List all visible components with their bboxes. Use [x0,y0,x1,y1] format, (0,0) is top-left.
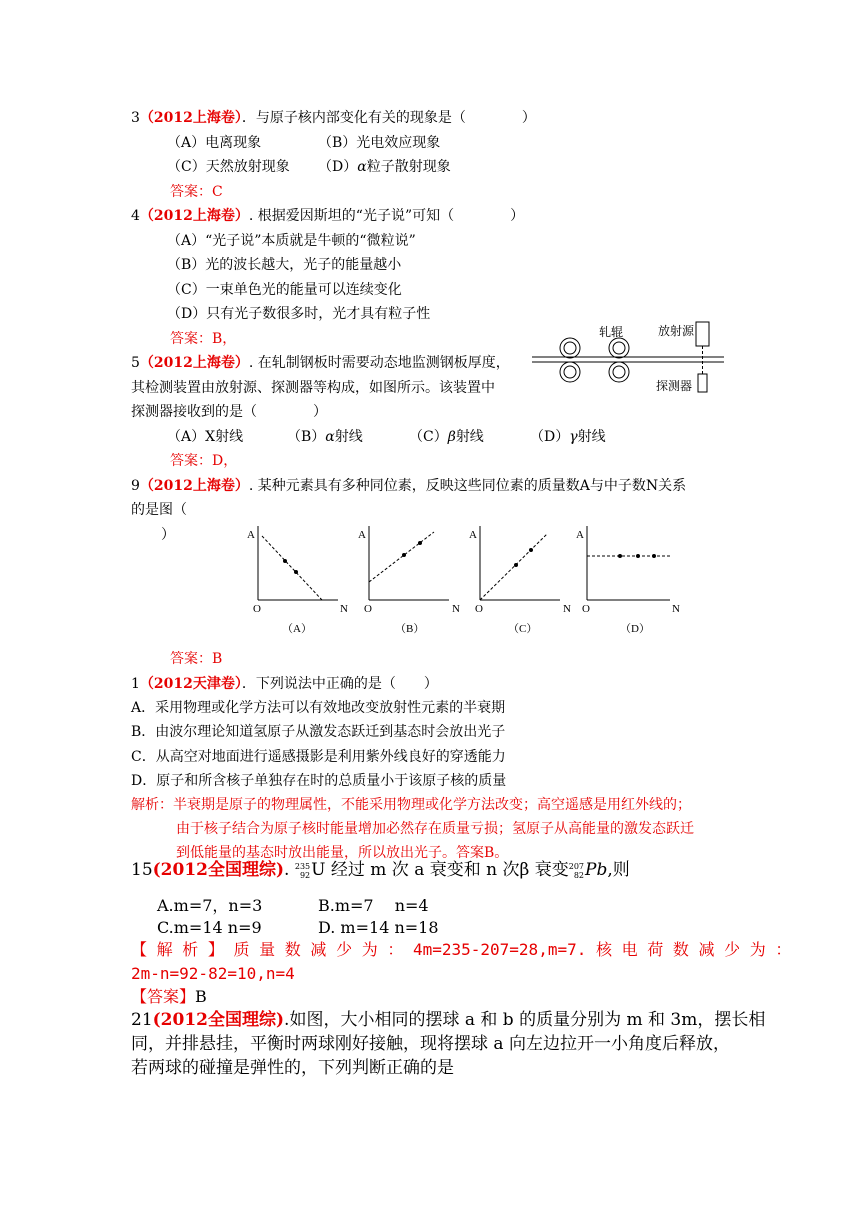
q15-analysis-2: 2m-n=92-82=10,n=4 [131,964,295,983]
q3-answer: 答案：C [170,184,223,200]
graph-a-line [262,536,322,600]
q1-analysis-1: 解析：半衰期是原子的物理属性，不能采用物理或化学方法改变；高空遥感是用红外线的； [131,797,691,813]
q1-option-b: B．由波尔理论知道氢原子从激发态跃迁到基态时会放出光子 [131,724,506,740]
radiation-source-box [696,322,709,346]
q9-answer: 答案：B [170,651,223,667]
q3-source: （2012上海卷） [139,110,242,126]
q21-source: (2012全国理综) [152,1010,285,1030]
q5-source: （2012上海卷） [139,355,249,371]
q3-option-b: （B）光电效应现象 [318,135,441,151]
q5-option-b-text: 射线 [334,429,363,445]
graph-d-caption: （D） [620,623,650,635]
svg-text:O: O [364,603,372,615]
detector-label: 探测器 [656,379,693,393]
svg-text:A: A [469,529,477,541]
q15-answer-tag: 【答案】 [131,987,196,1006]
q9-stem-1: . 某种元素具有多种同位素，反映这些同位素的质量数A与中子数N关系 [248,478,687,494]
svg-text:N: N [452,603,460,615]
q1-analysis-2: 由于核子结合为原子核时能量增加必然存在质量亏损；氢原子从高能量的激发态跃迁 [176,821,694,837]
q5-option-b-symbol: α [325,429,335,445]
graph-b [358,526,460,635]
q15-answer-value: B [195,987,207,1006]
q5-stem-line3: 探测器接收到的是（ ） [131,404,327,420]
graph-b-line [369,532,434,582]
uranium-symbol: U [311,860,326,880]
q9-stem-line3: ） [161,527,175,543]
q4-option-c: （C）一束单色光的能量可以连续变化 [167,282,402,298]
q15-option-d: D. m=14 n=18 [318,918,439,937]
q4-option-d: （D）只有光子数很多时，光才具有粒子性 [167,306,431,322]
q5-option-c-text: 射线 [455,429,484,445]
q5-number: 5 [131,355,140,371]
roller-icon [609,338,629,358]
q21-stem-1: .如图，大小相同的摆球 a 和 b 的质量分别为 m 和 3m，摆长相 [284,1010,766,1030]
q15-option-a: A.m=7，n=3 [157,896,263,915]
q5-option-a: （A）X射线 [167,429,244,445]
q9-stem-line1 [131,476,686,496]
q5-stem-line1 [131,353,510,373]
lead-symbol: Pb [585,860,608,880]
q5-option-b-prefix: （B） [287,429,326,445]
q21-stem-line3: 若两球的碰撞是弹性的，下列判断正确的是 [131,1058,454,1078]
graph-a-caption: （A） [282,623,312,635]
q4-source: （2012上海卷） [139,208,249,224]
q15-stem-line: 15(2012全国理综). 235 92U 经过 m 次 a 衰变和 n 次β 衰变207 82Pb,则 [131,860,630,880]
q4-stem: . 根据爱因斯坦的“光子说”可知（ ） [248,208,525,224]
q3-option-d [318,157,451,177]
q9-graphs [240,522,690,640]
q5-option-c-symbol: β [447,429,456,445]
q5-option-d-text: 射线 [577,429,606,445]
uranium-nuclide-numbers: 235 92 [294,861,311,880]
q4-stem-line [131,206,524,226]
svg-text:A: A [576,529,584,541]
q15-stem: 经过 m 次 a 衰变和 n 次β 衰变 [325,860,569,880]
roller-label: 轧辊 [599,325,624,339]
q1-source: （2012天津卷） [139,676,242,692]
q4-answer: 答案：B， [170,331,237,347]
svg-text:A: A [358,529,366,541]
svg-text:N: N [672,603,680,615]
lead-nuclide-numbers: 207 82 [568,861,585,880]
graph-c-line [480,534,547,600]
svg-text:O: O [253,603,261,615]
q5-option-c-prefix: （C） [409,429,448,445]
q1-option-d: D．原子和所含核子单独存在时的总质量小于该原子核的质量 [131,773,507,789]
q15-source: (2012全国理综) [152,860,285,880]
q3-stem: ．与原子核内部变化有关的现象是（ ） [241,110,536,126]
svg-text:A: A [247,529,255,541]
source-label: 放射源 [658,324,695,338]
rolling-mill-figure [528,318,730,398]
q1-option-c: C．从高空对地面进行遥感摄影是利用紫外线良好的穿透能力 [131,749,506,765]
q5-option-d-prefix: （D） [530,429,570,445]
svg-text:O: O [582,603,590,615]
q21-stem-line1 [131,1008,765,1032]
q1-number: 1 [131,676,140,692]
q3-option-d-symbol: α [357,159,367,175]
q3-option-d-prefix: （D） [318,159,358,175]
q9-stem-line2: 的是图（ [131,502,187,518]
roller-icon [560,362,580,382]
q1-stem-line [131,674,438,694]
q3-option-d-text: 粒子散射现象 [366,159,451,175]
q5-option-d-symbol: γ [569,429,578,445]
q21-stem-line2: 同，并排悬挂，平衡时两球刚好接触，现将摆球 a 向左边拉开一小角度后释放， [131,1034,730,1054]
q3-option-c: （C）天然放射现象 [167,159,290,175]
q3-number: 3 [131,110,140,126]
q4-option-b: （B）光的波长越大，光子的能量越小 [167,257,402,273]
q9-number: 9 [131,478,140,494]
q5-option-d [530,427,606,447]
svg-text:O: O [475,603,483,615]
q15-option-c: C.m=14 n=9 [157,918,262,937]
q15-option-b: B.m=7 n=4 [318,896,429,915]
q9-source: （2012上海卷） [139,478,249,494]
q15-analysis-1: 【 解 析 】 质 量 数 减 少 为 ： 4m=235-207=28,m=7. 核 电 荷 数 减 少 为 ： [131,940,792,959]
q15-number: 15 [131,860,153,880]
q5-stem-line2: 其检测装置由放射源、探测器等构成，如图所示。该装置中 [131,380,495,396]
graph-c-caption: （C） [508,623,538,635]
detector-box [698,374,707,392]
graph-b-caption: （B） [395,623,425,635]
q1-analysis-3: 到低能量的基态时放出能量，所以放出光子。答案B。 [176,845,509,861]
q5-answer: 答案：D， [170,453,238,469]
q1-stem: ．下列说法中正确的是（ ） [241,676,438,692]
svg-text:N: N [563,603,571,615]
q3-stem-line [131,108,536,128]
graph-a [247,526,348,635]
q5-option-b [287,427,363,447]
graph-c [469,526,571,635]
q5-option-c [409,427,484,447]
q1-option-a: A．采用物理或化学方法可以有效地改变放射性元素的半衰期 [131,700,506,716]
graph-d [576,526,680,635]
svg-text:N: N [340,603,348,615]
roller-icon [560,338,580,358]
q5-stem-1: . 在轧制钢板时需要动态地监测钢板厚度， [248,355,510,371]
q21-number: 21 [131,1010,153,1030]
q4-option-a: （A）“光子说”本质就是牛顿的“微粒说” [167,233,416,249]
q15-answer [131,985,207,1009]
roller-icon [609,362,629,382]
q3-option-a: （A）电离现象 [167,135,262,151]
q4-number: 4 [131,208,140,224]
